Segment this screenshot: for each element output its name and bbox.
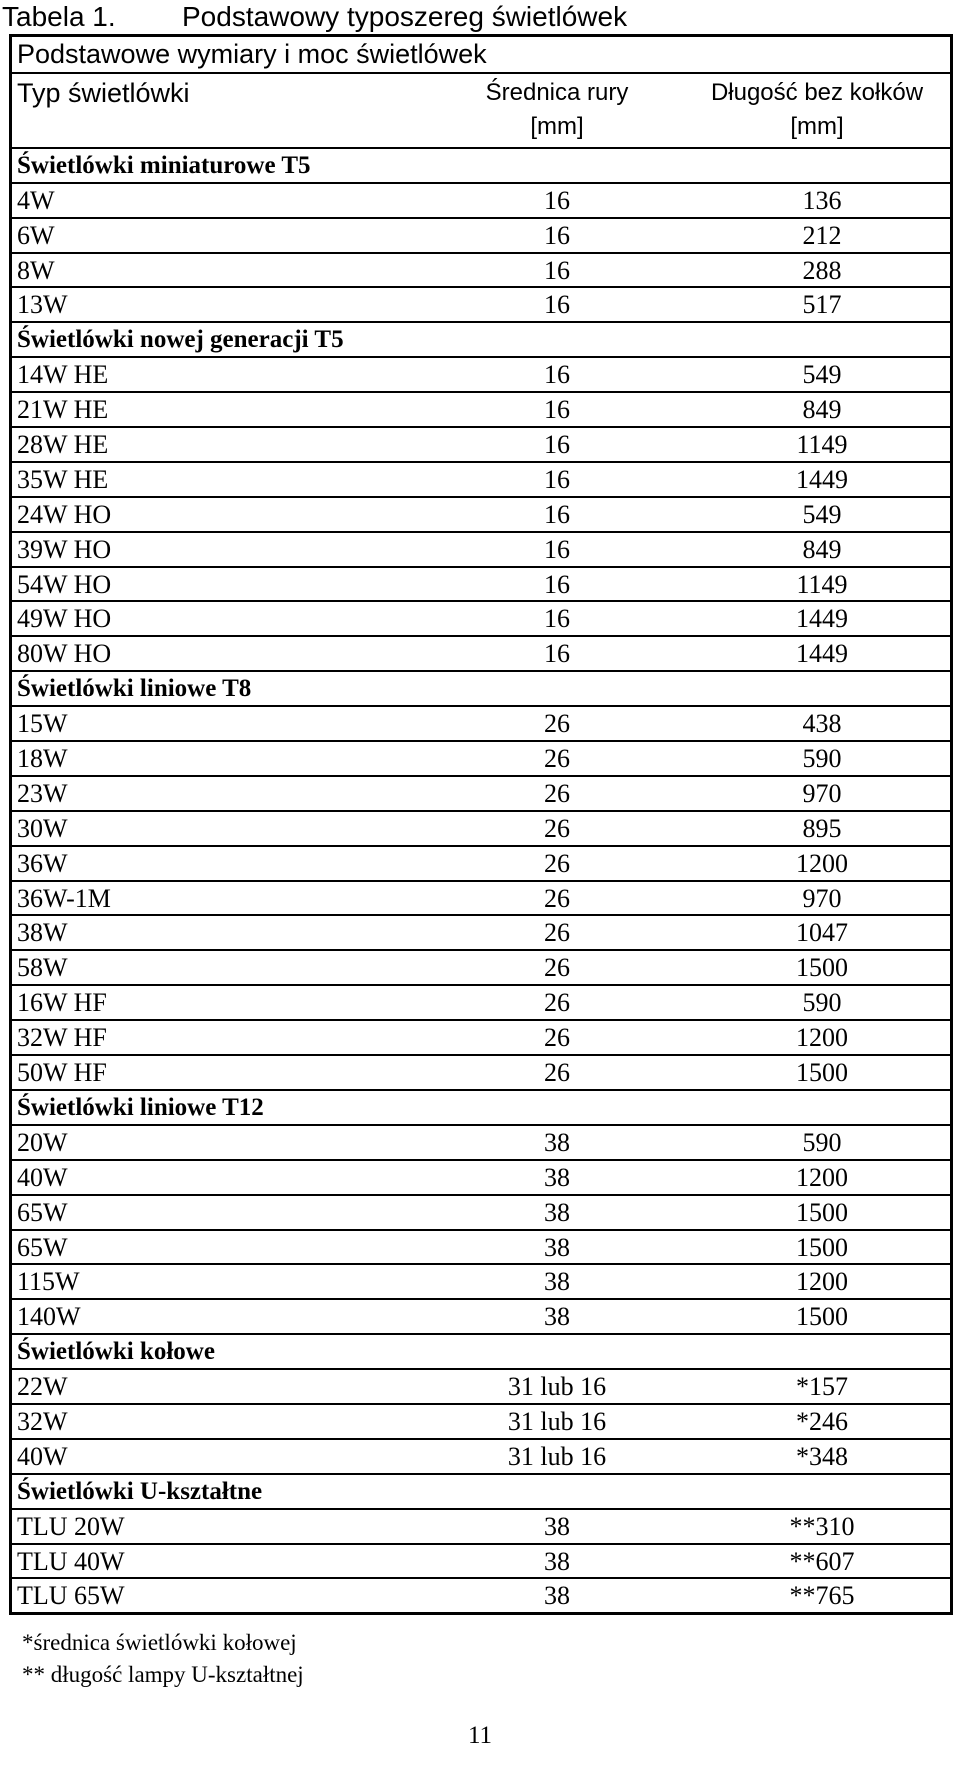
tube-diameter-cell: 16 [544, 534, 570, 564]
tube-length-cell: 1200 [796, 848, 848, 878]
group-header-row [12, 1089, 950, 1124]
tube-diameter-cell: 26 [544, 848, 570, 878]
tube-diameter-cell: 26 [544, 709, 570, 739]
lamp-type-cell: 49W HO [17, 604, 112, 634]
lamp-type-cell: 40W [17, 1441, 68, 1471]
tube-diameter-cell: 16 [544, 395, 570, 425]
lamp-type-cell: 115W [17, 1267, 80, 1297]
tube-diameter-cell: 16 [544, 185, 570, 215]
table-row [12, 1368, 950, 1403]
lamp-type-cell: 36W-1M [17, 883, 111, 913]
tube-length-cell: 1500 [796, 1197, 848, 1227]
lamp-type-cell: 54W HO [17, 569, 112, 599]
table-row [12, 1298, 950, 1333]
lamp-type-cell: 14W HE [17, 360, 109, 390]
group-title: Świetlówki liniowe T12 [17, 1093, 264, 1121]
tube-diameter-cell: 38 [544, 1267, 570, 1297]
header-length-label: Długość bez kołków [710, 78, 924, 106]
lamp-type-cell: 30W [17, 813, 68, 843]
tube-diameter-cell: 38 [544, 1232, 570, 1262]
group-header-row [12, 1473, 950, 1508]
table-row [12, 391, 950, 426]
group-title: Świetlówki miniaturowe T5 [17, 151, 311, 179]
tube-length-cell: 970 [802, 778, 842, 808]
table-row [12, 531, 950, 566]
table-row [12, 496, 950, 531]
tube-diameter-cell: 38 [544, 1162, 570, 1192]
tube-length-cell: 1200 [796, 1162, 848, 1192]
table-row [12, 1019, 950, 1054]
table-row [12, 1508, 950, 1543]
table-row [12, 810, 950, 845]
lamp-type-cell: TLU 20W [17, 1511, 125, 1541]
tube-length-cell: 1047 [796, 918, 848, 948]
tube-diameter-cell: 31 lub 16 [507, 1406, 607, 1436]
tube-diameter-cell: 38 [544, 1546, 570, 1576]
lamp-type-cell: 28W HE [17, 430, 109, 460]
tube-length-cell: 288 [802, 255, 842, 285]
tube-length-cell: 590 [802, 988, 842, 1018]
tube-diameter-cell: 16 [544, 360, 570, 390]
lamp-type-cell: 23W [17, 778, 68, 808]
lamp-type-cell: 35W HE [17, 464, 109, 494]
table-title-row [12, 37, 950, 72]
tube-diameter-cell: 26 [544, 744, 570, 774]
table-caption [2, 0, 627, 34]
tube-diameter-cell: 38 [544, 1197, 570, 1227]
tube-diameter-cell: 16 [544, 499, 570, 529]
table-header-row [12, 72, 950, 147]
tube-length-cell: **607 [789, 1546, 855, 1576]
lamp-type-cell: 80W HO [17, 639, 112, 669]
tube-diameter-cell: 26 [544, 778, 570, 808]
table-row [12, 775, 950, 810]
tube-length-cell: 895 [802, 813, 842, 843]
tube-length-cell: 438 [802, 709, 842, 739]
tube-length-cell: 212 [802, 220, 842, 250]
table-row [12, 740, 950, 775]
tube-length-cell: 849 [802, 534, 842, 564]
table-row [12, 880, 950, 915]
tube-diameter-cell: 26 [544, 1058, 570, 1088]
tube-diameter-cell: 38 [544, 1127, 570, 1157]
table-row [12, 566, 950, 601]
header-diameter-label: Średnica rury [485, 78, 629, 106]
table-row [12, 949, 950, 984]
tube-diameter-cell: 38 [544, 1302, 570, 1332]
group-header-row [12, 1333, 950, 1368]
lamp-type-cell: 65W [17, 1232, 68, 1262]
table-row [12, 1054, 950, 1089]
table-row [12, 286, 950, 321]
lamp-type-cell: 21W HE [17, 395, 109, 425]
tube-length-cell: 970 [802, 883, 842, 913]
tube-diameter-cell: 16 [544, 604, 570, 634]
table-row [12, 217, 950, 252]
tube-length-cell: *348 [796, 1441, 848, 1471]
table-row [12, 845, 950, 880]
page-number: 11 [467, 1722, 493, 1749]
lamp-type-cell: 18W [17, 744, 68, 774]
table-row [12, 1577, 950, 1612]
lamp-type-cell: 50W HF [17, 1058, 107, 1088]
tube-length-cell: 590 [802, 744, 842, 774]
tube-diameter-cell: 16 [544, 639, 570, 669]
tube-diameter-cell: 16 [544, 220, 570, 250]
lamp-type-cell: TLU 40W [17, 1546, 125, 1576]
lamp-type-cell: 32W HF [17, 1023, 107, 1053]
table-row [12, 705, 950, 740]
table-row [12, 1194, 950, 1229]
tube-length-cell: 136 [802, 185, 842, 215]
tube-diameter-cell: 26 [544, 1023, 570, 1053]
tube-diameter-cell: 16 [544, 569, 570, 599]
tube-length-cell: 1500 [796, 953, 848, 983]
tube-diameter-cell: 38 [544, 1581, 570, 1611]
tube-length-cell: *246 [796, 1406, 848, 1436]
lamp-type-cell: 36W [17, 848, 68, 878]
lamp-type-cell: 22W [17, 1372, 68, 1402]
table-row [12, 914, 950, 949]
lamp-type-cell: 32W [17, 1406, 68, 1436]
group-title: Świetlówki nowej generacji T5 [17, 326, 344, 354]
tube-diameter-cell: 31 lub 16 [507, 1372, 607, 1402]
caption-label: Tabela 1. [2, 1, 116, 32]
lamp-type-cell: 8W [17, 255, 55, 285]
header-diameter-unit: [mm] [530, 112, 584, 140]
footnote-circular: *średnica świetlówki kołowej [22, 1630, 297, 1655]
tube-length-cell: 1500 [796, 1302, 848, 1332]
lamp-type-cell: 38W [17, 918, 68, 948]
lamp-type-cell: 40W [17, 1162, 68, 1192]
table-row [12, 1229, 950, 1264]
table-row [12, 1403, 950, 1438]
table-row [12, 1263, 950, 1298]
lamp-type-cell: 20W [17, 1127, 68, 1157]
tube-diameter-cell: 38 [544, 1511, 570, 1541]
tube-length-cell: 1149 [796, 569, 848, 599]
lamp-type-cell: 65W [17, 1197, 68, 1227]
lamp-type-cell: 13W [17, 290, 68, 320]
tube-length-cell: 1200 [796, 1267, 848, 1297]
tube-length-cell: 590 [802, 1127, 842, 1157]
tube-length-cell: 1449 [796, 604, 848, 634]
lamp-type-cell: 4W [17, 185, 55, 215]
tube-length-cell: 1200 [796, 1023, 848, 1053]
header-diameter [442, 76, 672, 144]
tube-length-cell: **765 [789, 1581, 855, 1611]
tube-diameter-cell: 26 [544, 883, 570, 913]
tube-length-cell: 849 [802, 395, 842, 425]
group-header-row [12, 321, 950, 356]
tube-length-cell: 1449 [796, 464, 848, 494]
tube-length-cell: *157 [796, 1372, 848, 1402]
tube-diameter-cell: 16 [544, 290, 570, 320]
footnote-u-shaped: ** długość lampy U-kształtnej [22, 1662, 304, 1687]
lamp-type-cell: 6W [17, 220, 55, 250]
tube-diameter-cell: 31 lub 16 [507, 1441, 607, 1471]
tube-diameter-cell: 26 [544, 813, 570, 843]
footnotes [22, 1627, 304, 1691]
lamp-type-cell: 39W HO [17, 534, 112, 564]
group-header-row [12, 147, 950, 182]
tube-diameter-cell: 16 [544, 430, 570, 460]
table-row [12, 635, 950, 670]
lamp-type-cell: 58W [17, 953, 68, 983]
tube-diameter-cell: 26 [544, 988, 570, 1018]
lamp-type-cell: 24W HO [17, 499, 112, 529]
tube-length-cell: 1500 [796, 1058, 848, 1088]
group-header-row [12, 670, 950, 705]
tube-diameter-cell: 26 [544, 918, 570, 948]
table-row [12, 426, 950, 461]
lamp-type-cell: 16W HF [17, 988, 107, 1018]
group-title: Świetlówki liniowe T8 [17, 675, 252, 703]
group-title: Świetlówki U-kształtne [17, 1477, 263, 1505]
tube-diameter-cell: 16 [544, 464, 570, 494]
tube-length-cell: 549 [802, 360, 842, 390]
caption-text: Podstawowy typoszereg świetlówek [182, 1, 628, 32]
table-row [12, 461, 950, 496]
lamp-type-cell: 15W [17, 709, 68, 739]
table-row [12, 984, 950, 1019]
tube-length-cell: 517 [802, 290, 842, 320]
lamp-type-cell: TLU 65W [17, 1581, 125, 1611]
header-length [677, 76, 957, 144]
table-row [12, 1543, 950, 1578]
header-type: Typ świetlówki [17, 77, 190, 108]
table-row [12, 1124, 950, 1159]
tube-length-cell: 549 [802, 499, 842, 529]
table-row [12, 1159, 950, 1194]
tube-diameter-cell: 26 [544, 953, 570, 983]
group-title: Świetlówki kołowe [17, 1338, 215, 1366]
tube-length-cell: 1500 [796, 1232, 848, 1262]
tube-length-cell: **310 [789, 1511, 855, 1541]
tube-diameter-cell: 16 [544, 255, 570, 285]
fluorescent-lamp-table [9, 34, 953, 1615]
table-row [12, 182, 950, 217]
tube-length-cell: 1449 [796, 639, 848, 669]
table-row [12, 252, 950, 287]
tube-length-cell: 1149 [796, 430, 848, 460]
header-length-unit: [mm] [790, 112, 844, 140]
table-row [12, 1438, 950, 1473]
table-row [12, 600, 950, 635]
table-title: Podstawowe wymiary i moc świetlówek [17, 39, 487, 69]
table-row [12, 356, 950, 391]
lamp-type-cell: 140W [17, 1302, 81, 1332]
